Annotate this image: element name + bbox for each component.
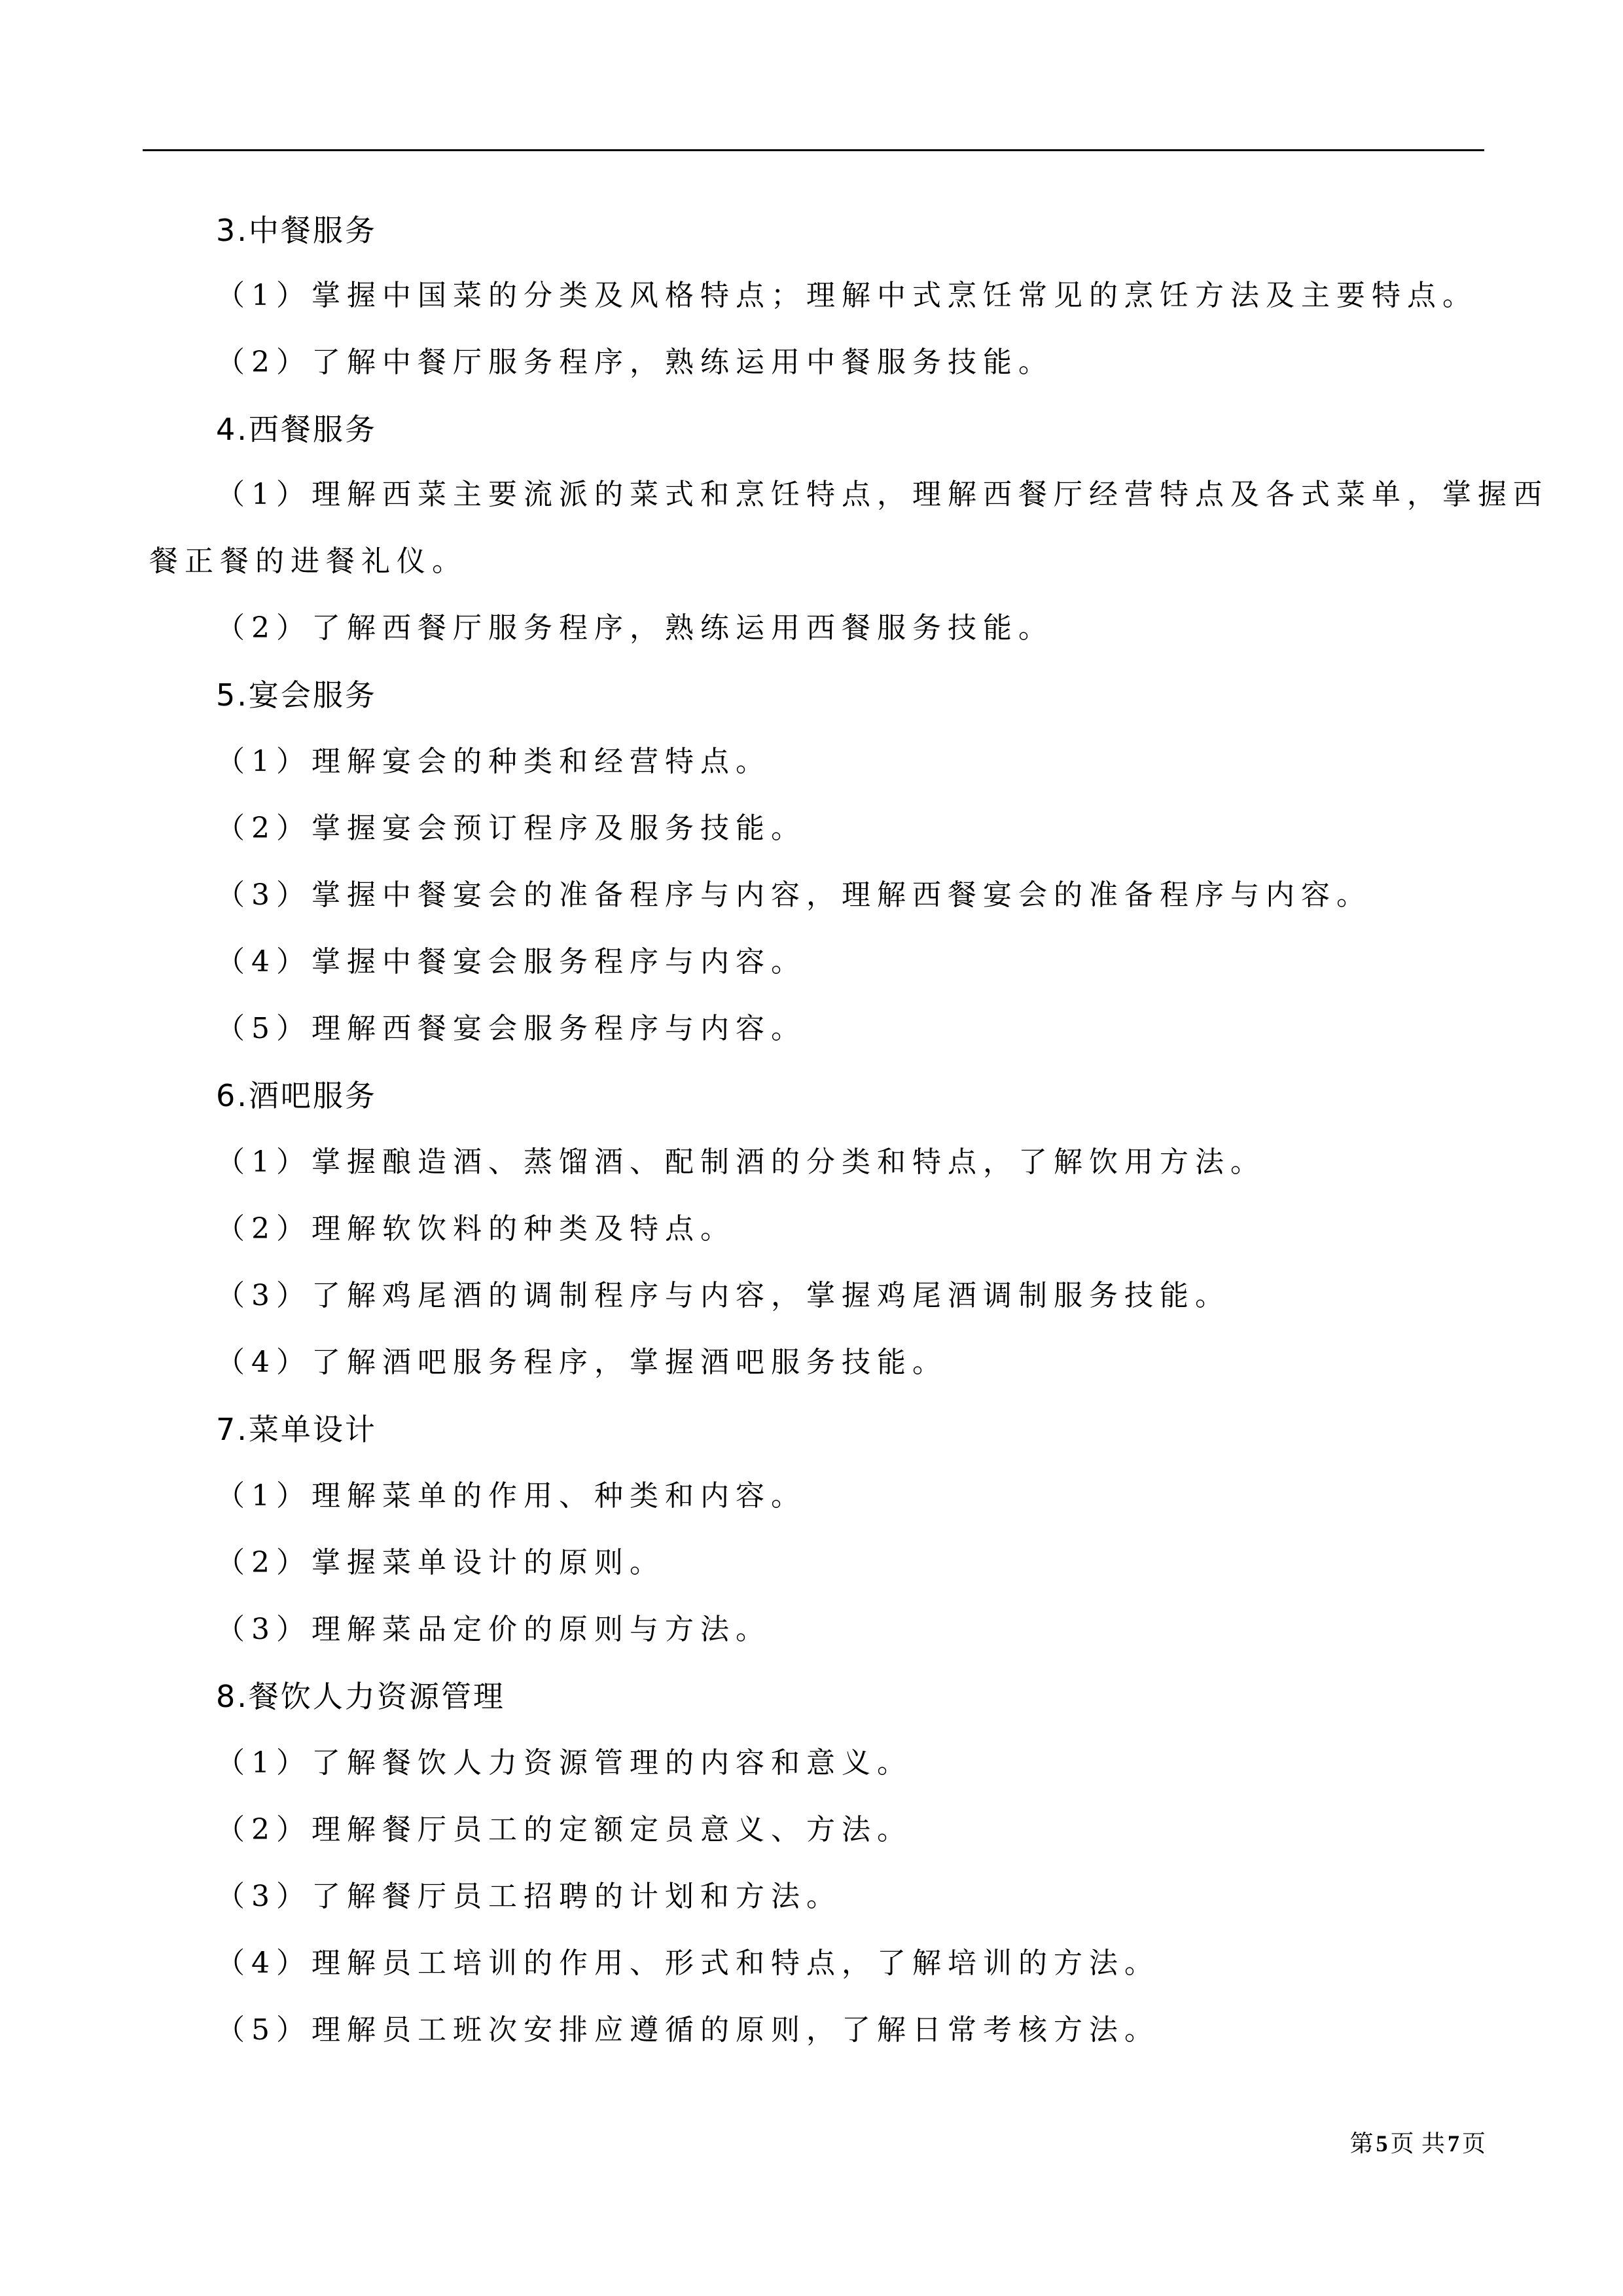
list-item: （3）理解菜品定价的原则与方法。 — [216, 1613, 771, 1646]
list-item: （2）掌握菜单设计的原则。 — [216, 1546, 665, 1579]
list-item: （3）了解餐厅员工招聘的计划和方法。 — [216, 1880, 842, 1913]
section-heading: 4.西餐服务 — [216, 412, 377, 447]
page-footer — [1350, 2127, 1486, 2161]
section-heading: 6.酒吧服务 — [216, 1078, 377, 1113]
list-item: （2）了解西餐厅服务程序，熟练运用西餐服务技能。 — [216, 611, 1054, 645]
list-item: （4）了解酒吧服务程序，掌握酒吧服务技能。 — [216, 1346, 948, 1379]
list-item: （2）掌握宴会预订程序及服务技能。 — [216, 812, 806, 845]
list-item: （2）理解软饮料的种类及特点。 — [216, 1212, 736, 1246]
section-heading: 7.菜单设计 — [216, 1412, 377, 1447]
list-item: （1）掌握酿造酒、蒸馏酒、配制酒的分类和特点，了解饮用方法。 — [216, 1145, 1266, 1179]
list-item: （5）理解员工班次安排应遵循的原则，了解日常考核方法。 — [216, 2013, 1160, 2047]
list-item: （4）掌握中餐宴会服务程序与内容。 — [216, 945, 806, 978]
list-item: （2）了解中餐厅服务程序，熟练运用中餐服务技能。 — [216, 346, 1054, 379]
list-item: （1）理解宴会的种类和经营特点。 — [216, 745, 771, 778]
list-item: （3）了解鸡尾酒的调制程序与内容，掌握鸡尾酒调制服务技能。 — [216, 1279, 1230, 1312]
list-item: （5）理解西餐宴会服务程序与内容。 — [216, 1012, 806, 1045]
footer-suffix: 页 — [1461, 2130, 1486, 2157]
list-item: （1）理解西菜主要流派的菜式和烹饪特点，理解西餐厅经营特点及各式菜单，掌握西 — [216, 478, 1548, 511]
footer-prefix: 第 — [1349, 2130, 1374, 2157]
list-item-continuation: 餐正餐的进餐礼仪。 — [149, 545, 467, 578]
list-item: （1）了解餐饮人力资源管理的内容和意义。 — [216, 1746, 912, 1780]
footer-middle: 页 共 — [1390, 2130, 1445, 2157]
total-pages-number: 7 — [1447, 2130, 1459, 2157]
list-item: （2）理解餐厅员工的定额定员意义、方法。 — [216, 1813, 912, 1846]
list-item: （1）理解菜单的作用、种类和内容。 — [216, 1479, 806, 1513]
list-item: （3）掌握中餐宴会的准备程序与内容，理解西餐宴会的准备程序与内容。 — [216, 878, 1372, 912]
section-heading: 8.餐饮人力资源管理 — [216, 1679, 505, 1714]
list-item: （4）理解员工培训的作用、形式和特点，了解培训的方法。 — [216, 1946, 1160, 1980]
section-heading: 5.宴会服务 — [216, 677, 377, 713]
current-page-number: 5 — [1376, 2130, 1388, 2157]
header-rule — [143, 149, 1484, 151]
list-item: （1）掌握中国菜的分类及风格特点；理解中式烹饪常见的烹饪方法及主要特点。 — [216, 279, 1478, 312]
section-heading: 3.中餐服务 — [216, 213, 377, 248]
